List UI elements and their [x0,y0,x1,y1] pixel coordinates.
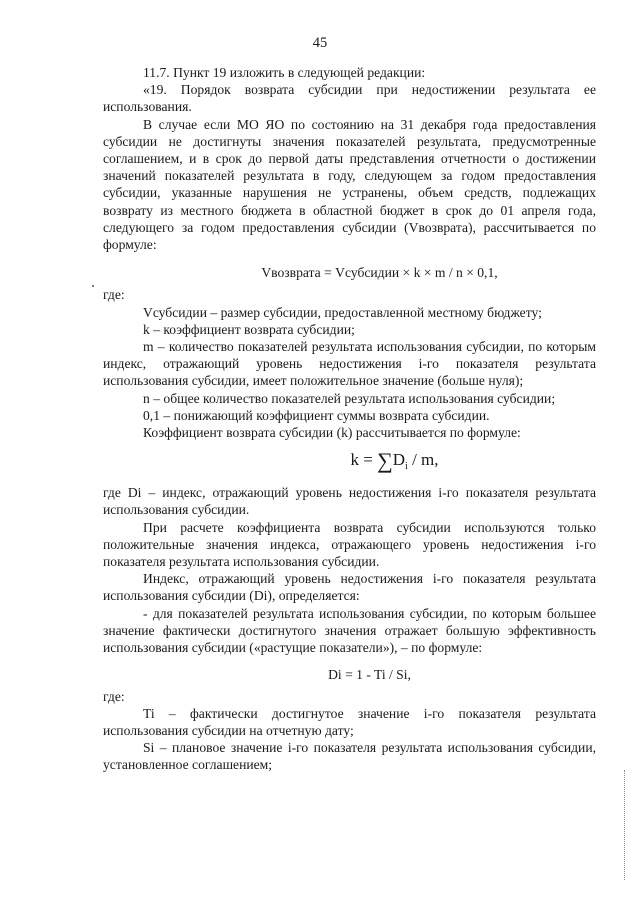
definition-ti: Ti – фактически достигнутое значение i-го показателя результата использования субсидии на отчетную дату; [103,705,596,738]
page-number: 45 [312,35,328,51]
paragraph-return-conditions: В случае если МО ЯО по состоянию на 31 декабря года предоставления субсидии не достигнуты значения показателей результата, предусмотренные соглашением, и в срок до первой даты представления отчетности о достижении значений показателей результата в году, следующем за годом предоставления субсидии, указанные нарушения не устранены, объем средств, подлежащих возврату из местного бюджета в областной бюджет в срок до 01 апреля года, следующего за годом предоставления субсидии (Vвозврата), рассчитывается по формуле: [103,116,596,253]
formula-v-return: Vвозврата = Vсубсидии × k × m / n × 0,1, [261,265,498,281]
paragraph-k-formula-intro: Коэффициент возврата субсидии (k) рассчитывается по формуле: [143,425,521,441]
paragraph-di-definition: где Di – индекс, отражающий уровень недостижения i-го показателя результата использования субсидии. [103,485,596,518]
formula-k-d: D [392,450,406,470]
scan-dot [92,285,94,287]
paragraph-item-11-7: 11.7. Пункт 19 изложить в следующей редакции: [143,65,426,80]
paragraph-section-19-title: «19. Порядок возврата субсидии при недостижении результата ее использования. [103,82,596,115]
where-label-1: где: [103,287,125,303]
scan-edge-mark [624,770,626,880]
definition-m: m – количество показателей результата использования субсидии, по которым индекс, отражающий уровень недостижения i-го показателя результата использования субсидии, имеет положительное значение (больше нуля); [103,339,596,389]
document-body [103,64,596,774]
formula-k-lhs: k = [350,450,378,470]
definition-v-subsidy: Vсубсидии – размер субсидии, предоставленной местному бюджету; [143,304,542,320]
formula-k [103,449,596,478]
paragraph-positive-values: При расчете коэффициента возврата субсидии используются только положительные значения индекса, отражающего уровень недостижения i-го показателя результата использования субсидии. [103,519,596,570]
formula-k-subscript: i [405,461,408,473]
definition-n: n – общее количество показателей результата использования субсидии; [143,390,556,406]
formula-k-rest: / m, [407,450,439,470]
definition-k: k – коэффициент возврата субсидии; [143,321,355,337]
where-label-2: где: [103,688,125,704]
definition-0-1: 0,1 – понижающий коэффициент суммы возврата субсидии. [143,407,490,423]
paragraph-di-determined: Индекс, отражающий уровень недостижения i-го показателя результата использования субсидии (Di), определяется: [103,571,596,604]
sum-symbol: ∑ [377,448,393,474]
definition-si: Si – плановое значение i-го показателя результата использования субсидии, установленное соглашением; [103,740,596,773]
paragraph-growing-indicators: - для показателей результата использования субсидии, по которым большее значение фактически достигнутого значения отражает большую эффективность использования субсидии («растущие показатели»), – по формуле: [103,605,596,656]
formula-di: Di = 1 - Ti / Si, [328,667,411,683]
